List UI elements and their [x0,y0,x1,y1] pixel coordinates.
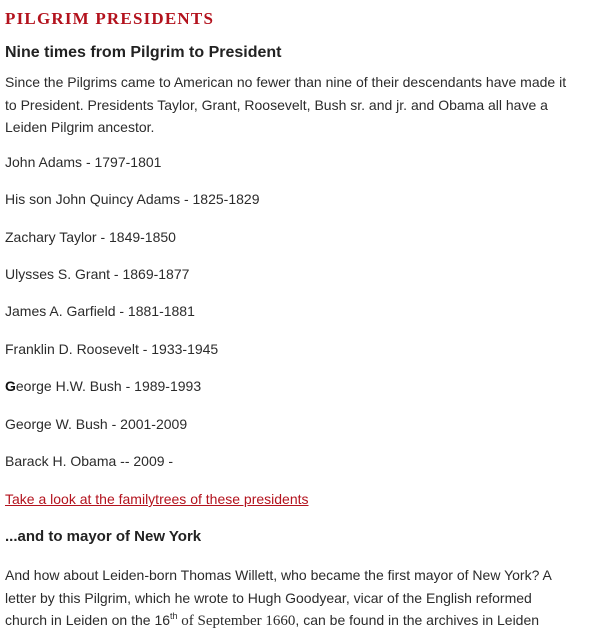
heading-pilgrim-to-president: Nine times from Pilgrim to President [5,44,282,61]
president-entry: Barack H. Obama -- 2009 - [5,453,174,469]
willett-date: of September 1660 [177,613,296,629]
president-entry: James A. Garfield - 1881-1881 [5,303,195,319]
heading-mayor-of-new-york: ...and to mayor of New York [5,528,202,545]
president-entry [5,377,201,395]
familytrees-link[interactable]: Take a look at the familytrees of these presidents [5,491,309,507]
intro-line: to President. Presidents Taylor, Grant, Roosevelt, Bush sr. and jr. and Obama all have a [5,96,548,113]
president-entry: Zachary Taylor - 1849-1850 [5,229,176,245]
intro-paragraph [5,71,597,139]
willett-line-end: , can be found in the archives in Leiden [295,612,540,628]
ordinal-suffix: th [170,611,178,621]
president-entry: George W. Bush - 2001-2009 [5,416,188,432]
president-entry: Ulysses S. Grant - 1869-1877 [5,266,190,282]
president-entry: John Adams - 1797-1801 [5,154,162,170]
willett-line-start: church in Leiden on the 16 [5,612,171,628]
willett-line: And how about Leiden-born Thomas Willett, who became the first mayor of New York? A [5,567,552,583]
willett-line: letter by this Pilgrim, which he wrote to Hugh Goodyear, vicar of the English reformed [5,589,532,606]
president-entry: Franklin D. Roosevelt - 1933-1945 [5,341,219,357]
president-entry: His son John Quincy Adams - 1825-1829 [5,191,260,207]
intro-line: Since the Pilgrims came to American no fewer than nine of their descendants have made it [5,74,567,90]
section-title: PILGRIM PRESIDENTS [5,9,215,28]
willett-line [5,609,597,633]
president-entry-rest: eorge H.W. Bush - 1989-1993 [15,378,202,394]
willett-paragraph [5,564,597,633]
president-entry-initial: G [5,378,16,394]
intro-line: Leiden Pilgrim ancestor. [5,119,155,135]
